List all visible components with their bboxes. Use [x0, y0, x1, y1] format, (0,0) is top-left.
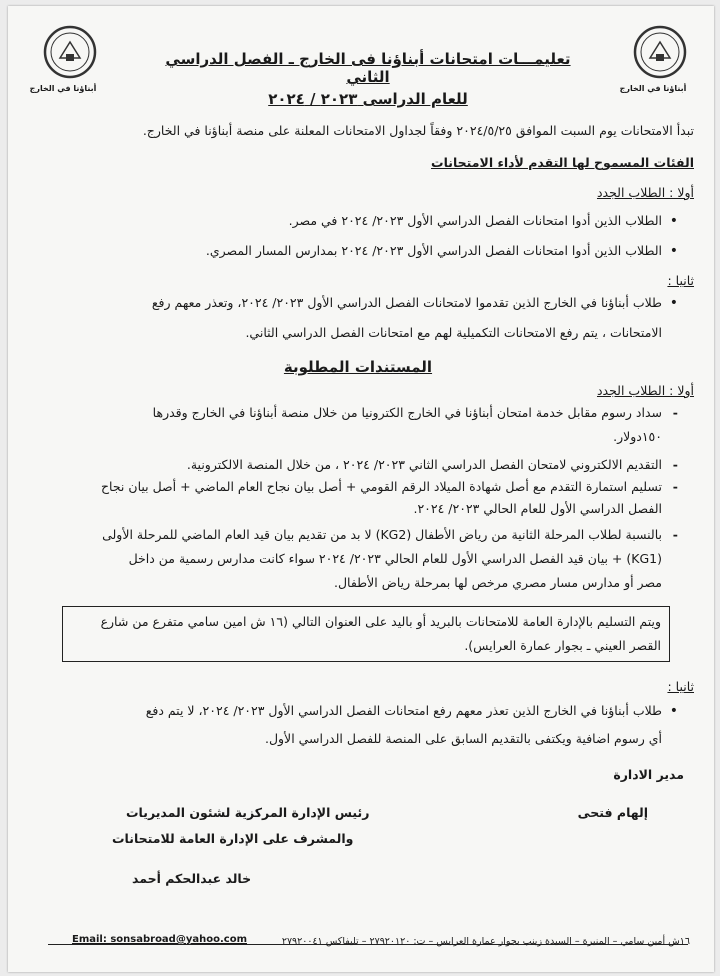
box-line: ويتم التسليم بالإدارة العامة للامتحانات بالبريد أو باليد على العنوان التالي (١٦ ش امين سامي متفرع من شارع — [100, 614, 661, 629]
signature-right-name: إلهام فتحى — [577, 805, 648, 820]
list-item: - سداد رسوم مقابل خدمة امتحان أبناؤنا في الخارج الكترونيا من خلال منصة أبناؤنا في الخارج وقدرها — [32, 404, 662, 422]
box-line: القصر العيني ـ بجوار عمارة العرايس). — [464, 638, 661, 653]
new-students-heading: أولا : الطلاب الجدد — [596, 185, 694, 200]
list-item: • طلاب أبناؤنا في الخارج الذين تعذر معهم رفع امتحانات الفصل الدراسي الأول ٢٠٢٣/ ٢٠٢٤، لا يتم دفع — [32, 702, 662, 720]
list-item-continuation: الفصل الدراسي الأول للعام الحالي ٢٠٢٣/ ٢٠٢٤. — [413, 501, 662, 516]
list-item-continuation: (KG1) + بيان قيد الفصل الدراسي الأول للعام الحالي ٢٠٢٣/ ٢٠٢٤ سواء كانت مدارس رسمية من داخل — [128, 551, 662, 566]
signature-left-name: خالد عبدالحكم أحمد — [132, 871, 252, 886]
logo-right — [618, 24, 688, 93]
intro-paragraph: تبدأ الامتحانات يوم السبت الموافق ٢٠٢٤/٥/٢٥ وفقاً لجداول الامتحانات المعلنة على منصة أبناؤنا في الخارج. — [142, 123, 694, 138]
logo-caption: أبناؤنا في الخارج — [619, 84, 687, 93]
list-item: • طلاب أبناؤنا في الخارج الذين تقدموا لامتحانات الفصل الدراسي الأول ٢٠٢٣/ ٢٠٢٤، وتعذر معهم رفع — [32, 294, 662, 312]
ministry-seal-icon — [632, 24, 688, 80]
list-item: - التقديم الالكتروني لامتحان الفصل الدراسي الثاني ٢٠٢٣/ ٢٠٢٤ ، من خلال المنصة الالكترونية. — [32, 456, 662, 474]
list-item-continuation: أي رسوم اضافية ويكتفى بالتقديم السابق على المنصة للفصل الدراسي الأول. — [264, 731, 662, 746]
ministry-seal-icon — [42, 24, 98, 80]
second-category-heading: ثانيا : — [667, 273, 694, 288]
page-subtitle: للعام الدراسى ٢٠٢٣ / ٢٠٢٤ — [268, 90, 468, 108]
delivery-address-box — [62, 606, 670, 662]
list-item: • الطلاب الذين أدوا امتحانات الفصل الدراسي الأول ٢٠٢٣/ ٢٠٢٤ في مصر. — [32, 212, 662, 230]
list-item-continuation: مصر أو مدارس مسار مصري مرخص لها بمرحلة رياض الأطفال. — [334, 575, 662, 590]
list-item: - تسليم استمارة التقدم مع أصل شهادة الميلاد الرقم القومي + أصل بيان نجاح العام الماضي + أصل بيان نجاح — [32, 478, 662, 496]
footer-email[interactable]: Email: sonsabroad@yahoo.com — [72, 934, 247, 945]
logo-caption: أبناؤنا في الخارج — [29, 84, 97, 93]
signature-left-title: والمشرف على الإدارة العامة للامتحانات — [112, 831, 354, 846]
logo-left — [28, 24, 98, 93]
page-title: تعليمـــات امتحانات أبناؤنا فى الخارج ـ الفصل الدراسي الثاني — [165, 50, 571, 86]
list-item-continuation: الامتحانات ، يتم رفع الامتحانات التكميلية لهم مع امتحانات الفصل الدراسي الثاني. — [245, 325, 662, 340]
categories-heading: الفئات المسموح لها التقدم لأداء الامتحانات — [431, 155, 694, 170]
footer-address: ١٦ش أمين سامي – المنيرة – السيدة زينب بجوار عمارة العرايس – ت: ٢٧٩٢٠١٢٠ – تليفاكس ٢٧٩٢٠٠٤١ — [281, 936, 690, 947]
list-item-continuation: ١٥٠دولار. — [613, 429, 662, 444]
document-page — [8, 6, 714, 972]
signature-right-title: مدير الادارة — [613, 767, 684, 782]
documents-second-heading: ثانيا : — [667, 679, 694, 694]
list-item: • الطلاب الذين أدوا امتحانات الفصل الدراسي الأول ٢٠٢٣/ ٢٠٢٤ بمدارس المسار المصري. — [32, 242, 662, 260]
documents-heading: المستندات المطلوبة — [283, 358, 433, 376]
list-item: - بالنسبة لطلاب المرحلة الثانية من رياض الأطفال (KG2) لا بد من تقديم بيان قيد العام الماضي للمرحلة الأولى — [32, 526, 662, 544]
signature-left-title: رئيس الإدارة المركزية لشئون المديريات — [126, 805, 370, 820]
documents-new-heading: أولا : الطلاب الجدد — [596, 383, 694, 398]
